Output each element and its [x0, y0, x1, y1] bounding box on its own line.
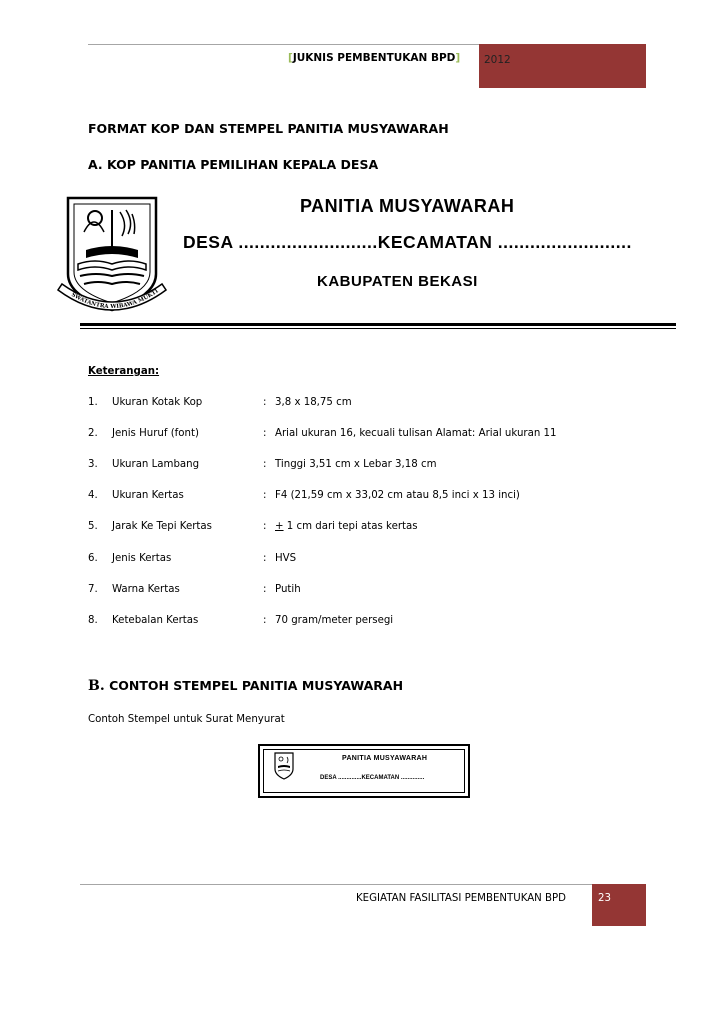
item-number: 7. [88, 584, 98, 595]
footer-rule [80, 884, 646, 885]
item-value-text: 1 cm dari tepi atas kertas [283, 521, 418, 532]
item-colon: : [263, 459, 267, 470]
kop-rule-thick [80, 323, 676, 326]
item-colon: : [263, 397, 267, 408]
header-year: 2012 [484, 54, 511, 66]
keterangan-item [88, 615, 648, 631]
item-number: 4. [88, 490, 98, 501]
item-label: Ukuran Kotak Kop [112, 397, 203, 408]
stamp-caption: Contoh Stempel untuk Surat Menyurat [88, 714, 285, 725]
item-label: Jarak Ke Tepi Kertas [112, 521, 212, 532]
footer-accent-box [592, 884, 646, 926]
item-value: 70 gram/meter persegi [275, 615, 394, 626]
item-colon: : [263, 490, 267, 501]
item-label: Jenis Huruf (font) [112, 428, 199, 439]
item-value: Putih [275, 584, 301, 595]
section-b-title [88, 678, 403, 694]
item-number: 5. [88, 521, 98, 532]
item-value: HVS [275, 553, 297, 564]
item-colon: : [263, 428, 267, 439]
kop-title: PANITIA MUSYAWARAH [300, 196, 515, 216]
header-title [288, 52, 460, 64]
emblem-motto: SWATANTRA WIBAWA MUKTI [70, 288, 160, 311]
header-title-text: JUKNIS PEMBENTUKAN BPD [292, 52, 456, 64]
section-b-text: CONTOH STEMPEL PANITIA MUSYAWARAH [109, 678, 404, 693]
item-label: Ketebalan Kertas [112, 615, 199, 626]
footer-text: KEGIATAN FASILITASI PEMBENTUKAN BPD [356, 893, 567, 904]
item-value: Arial ukuran 16, kecuali tulisan Alamat: Arial ukuran 11 [275, 428, 557, 439]
kop-desa-kecamatan: DESA ..........................KECAMATAN ......................... [183, 232, 632, 252]
item-colon: : [263, 521, 267, 532]
item-value: Tinggi 3,51 cm x Lebar 3,18 cm [275, 459, 437, 470]
item-number: 2. [88, 428, 98, 439]
item-number: 6. [88, 553, 98, 564]
keterangan-item [88, 584, 648, 600]
item-colon: : [263, 615, 267, 626]
section-a-title: A. KOP PANITIA PEMILIHAN KEPALA DESA [88, 157, 379, 172]
item-colon: : [263, 584, 267, 595]
keterangan-item [88, 490, 648, 506]
stamp-emblem-icon [272, 751, 296, 781]
keterangan-item [88, 397, 648, 413]
kop-rule-thin [80, 328, 676, 329]
item-number: 1. [88, 397, 98, 408]
page-title: FORMAT KOP DAN STEMPEL PANITIA MUSYAWARAH [88, 121, 449, 136]
stamp-desa-kecamatan: DESA ..............KECAMATAN .............. [320, 775, 425, 781]
item-colon: : [263, 553, 267, 564]
item-label: Jenis Kertas [112, 553, 172, 564]
emblem-icon [56, 192, 168, 322]
header-bracket-close: ] [455, 52, 461, 64]
keterangan-item [88, 521, 648, 537]
header-accent-box [479, 44, 646, 88]
keterangan-heading: Keterangan: [88, 366, 160, 377]
keterangan-item [88, 428, 648, 444]
section-b-letter: B. [88, 678, 105, 694]
item-value: 3,8 x 18,75 cm [275, 397, 352, 408]
stamp-title: PANITIA MUSYAWARAH [342, 755, 428, 762]
item-number: 3. [88, 459, 98, 470]
item-value: F4 (21,59 cm x 33,02 cm atau 8,5 inci x 13 inci) [275, 490, 520, 501]
header-bracket-open: [ [288, 52, 293, 64]
keterangan-item [88, 459, 648, 475]
item-label: Warna Kertas [112, 584, 180, 595]
plus-minus-sign: + [275, 521, 284, 532]
item-label: Ukuran Kertas [112, 490, 184, 501]
item-number: 8. [88, 615, 98, 626]
page-number: 23 [598, 893, 611, 904]
kop-kabupaten: KABUPATEN BEKASI [317, 273, 478, 290]
item-value [275, 521, 418, 532]
item-label: Ukuran Lambang [112, 459, 200, 470]
keterangan-item [88, 553, 648, 569]
